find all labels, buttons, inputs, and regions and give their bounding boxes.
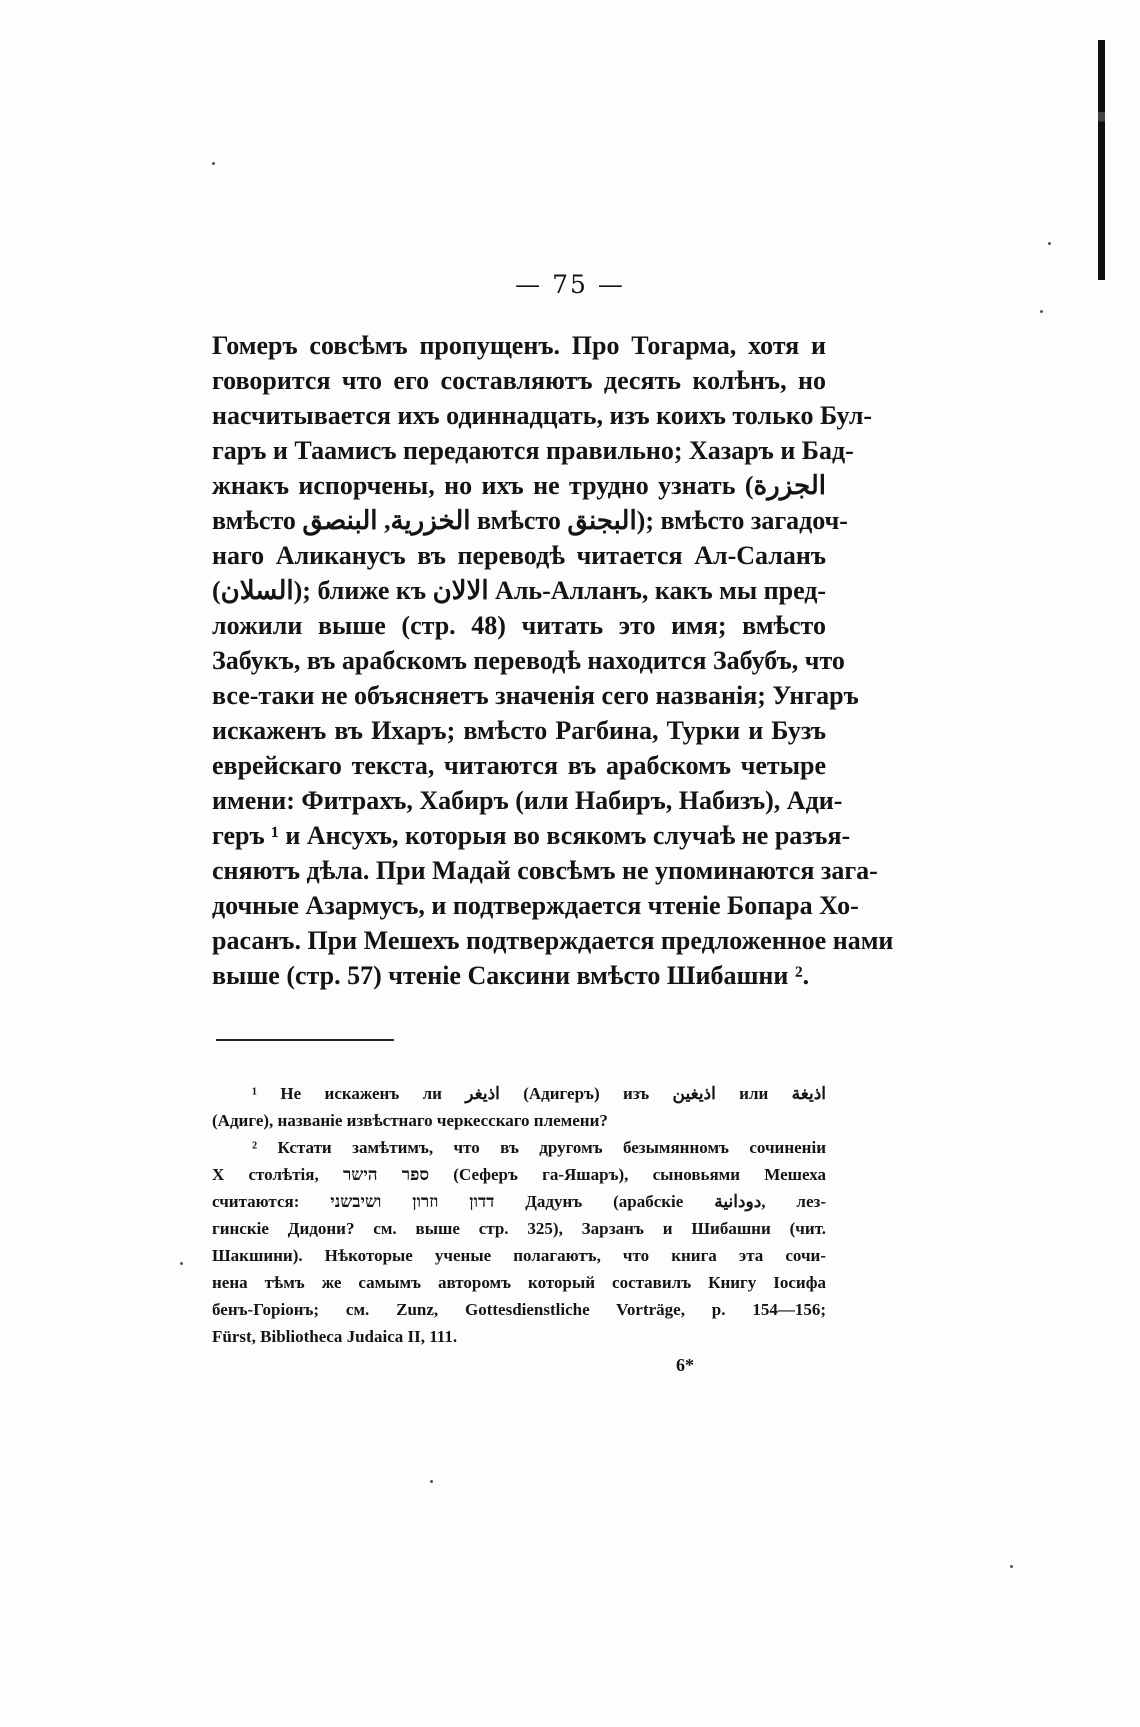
body-line: еврейскаго текста, читаются въ арабскомъ четыре	[212, 751, 826, 780]
footnote-line: ¹ Не искаженъ ли اذيغر (Адигеръ) изъ اذيغين или اذيغة	[252, 1084, 826, 1103]
body-line: жнакъ испорчены, но ихъ не трудно узнать (الجزرة	[212, 471, 826, 500]
scan-speck	[180, 1262, 183, 1265]
footnote-line: ² Кстати замѣтимъ, что въ другомъ безымянномъ сочиненіи	[252, 1138, 826, 1157]
body-line: сняютъ дѣла. При Мадай совсѣмъ не упоминаются зага-	[212, 856, 878, 885]
footnote-line: гинскіе Дидони? см. выше стр. 325), Зарзанъ и Шибашни (чит.	[212, 1219, 826, 1238]
body-line: расанъ. При Мешехъ подтверждается предложенное нами	[212, 926, 894, 955]
body-line: выше (стр. 57) чтеніе Саксини вмѣсто Шибашни ².	[212, 961, 810, 990]
footnote-line: бенъ-Горіонъ; см. Zunz, Gottesdienstliche Vorträge, p. 154—156;	[212, 1300, 826, 1319]
page-number: — 75 —	[515, 270, 625, 299]
scan-speck	[1010, 1565, 1013, 1568]
scan-speck	[212, 162, 215, 165]
scan-speck	[430, 1480, 433, 1483]
footnotes	[212, 1080, 826, 1350]
body-line: Забукъ, въ арабскомъ переводѣ находится Забубъ, что	[212, 646, 845, 675]
body-line: Гомеръ совсѣмъ пропущенъ. Про Тогарма, хотя и	[212, 331, 826, 360]
body-line: насчитывается ихъ одиннадцать, изъ коихъ только Бул-	[212, 401, 873, 430]
body-line: вмѣсто الخزرية, البنصق вмѣсто البجنق); вмѣсто загадоч-	[212, 506, 848, 535]
body-text	[212, 328, 894, 993]
signature-mark: 6*	[676, 1355, 694, 1375]
scan-speck	[1040, 310, 1043, 313]
body-line: говорится что его составляютъ десять колѣнъ, но	[212, 366, 826, 395]
footnote-line: считаются: דדון וזרון ושיבשני Дадунъ (арабскіе دودانية, лез-	[212, 1192, 827, 1211]
body-line: наго Аликанусъ въ переводѣ читается Ал-Саланъ	[212, 541, 826, 570]
body-line: гаръ и Таамисъ передаются правильно; Хазаръ и Бад-	[212, 436, 854, 465]
scan-edge-mark	[1098, 40, 1105, 280]
body-line: геръ ¹ и Ансухъ, которыя во всякомъ случаѣ не разъя-	[212, 821, 851, 850]
body-line: дочные Азармусъ, и подтверждается чтеніе Бопара Хо-	[212, 891, 859, 920]
footnote-line: нена тѣмъ же самымъ авторомъ который составилъ Книгу Іосифа	[212, 1273, 826, 1292]
body-line: имени: Фитрахъ, Хабиръ (или Набиръ, Набизъ), Ади-	[212, 786, 843, 815]
footnote-line: Fürst, Bibliotheca Judaica II, 111.	[212, 1327, 458, 1346]
body-line: ложили выше (стр. 48) читать это имя; вмѣсто	[212, 611, 826, 640]
body-line: искаженъ въ Ихаръ; вмѣсто Рагбина, Турки и Бузъ	[212, 716, 826, 745]
scan-speck	[1048, 242, 1051, 245]
footnote-line: Шакшини). Нѣкоторые ученые полагаютъ, что книга эта сочи-	[212, 1246, 826, 1265]
footnote-line: X столѣтія, ספר הישר (Сеферъ га-Яшаръ), сыновьями Мешеха	[212, 1165, 826, 1184]
footnote-line: (Адиге), названіе извѣстнаго черкесскаго племени?	[212, 1111, 608, 1130]
body-line: все-таки не объясняетъ значенія сего названія; Унгаръ	[212, 681, 859, 710]
footnote-separator	[216, 1039, 394, 1041]
body-line: (السلان); ближе къ الالان Аль-Алланъ, какъ мы пред-	[212, 576, 827, 605]
